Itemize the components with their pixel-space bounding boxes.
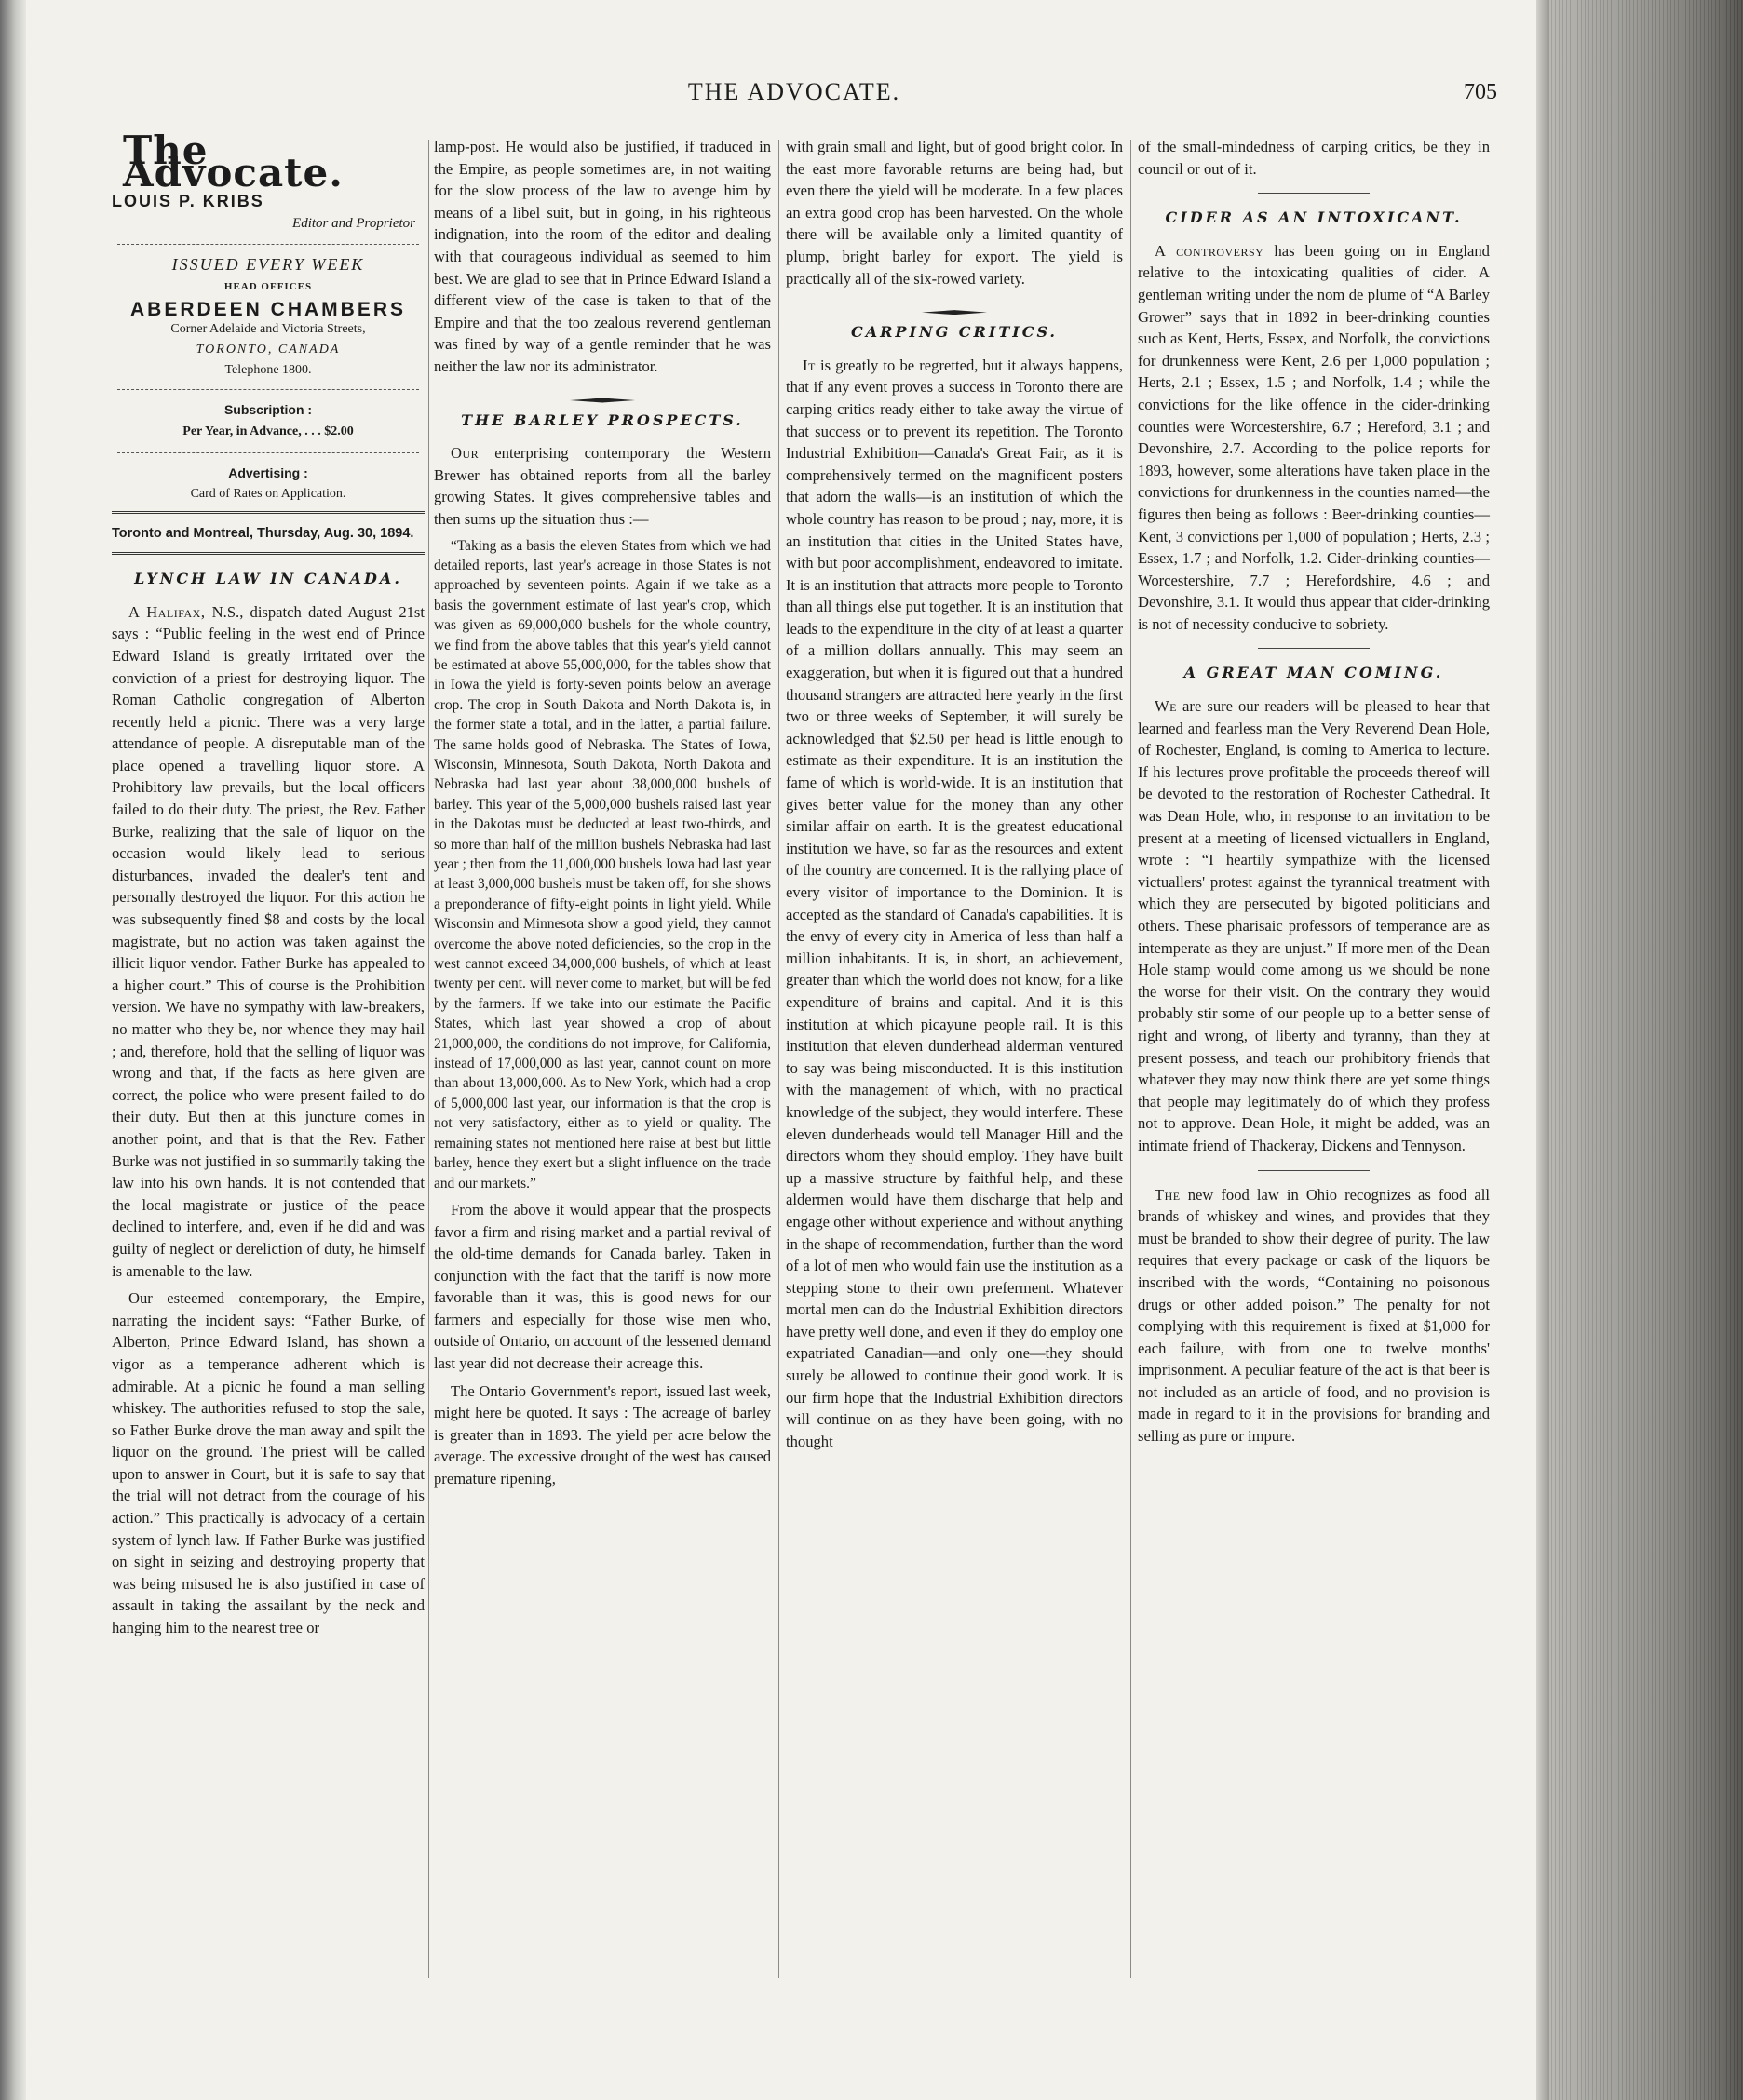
masthead-address: Corner Adelaide and Victoria Streets,	[170, 322, 366, 337]
masthead-rule	[117, 452, 419, 453]
masthead-double-rule	[112, 552, 425, 555]
column-rule	[1130, 140, 1131, 1978]
masthead-city: TORONTO, CANADA	[196, 343, 341, 357]
lead-word: A Halifax,	[128, 602, 206, 621]
page-number: 705	[1464, 80, 1497, 104]
column-3	[786, 136, 1123, 1458]
lynch-law-heading: LYNCH LAW IN CANADA.	[134, 570, 402, 588]
masthead-title: The Advocate.	[123, 128, 344, 195]
masthead-double-rule	[112, 511, 425, 514]
newspaper-page	[101, 73, 1497, 1981]
book-spine-edge	[1536, 0, 1743, 2100]
barley-continuation: with grain small and light, but of good bright color. In the east more favorable returns are being had, but even there the yield will be moderate. In a few places an extra good crop has been harvested. On the whole there will be available only a limited quantity of plump, bright barley for export. The yield is practically all of the six-rowed variety.	[786, 138, 1123, 288]
running-title: THE ADVOCATE.	[687, 78, 901, 105]
barley-paragraph-2: From the above it would appear that the prospects favor a firm and rising market and a partial revival of the old-time demands for Canada barley. Taken in conjunction with the fact that the tariff is now more favorable than it was, this is good news for our farmers and especially for those wise men who, outside of Ontario, on account of the lessened demand last year did not decrease their acreage this.	[434, 1200, 771, 1373]
masthead	[112, 128, 425, 555]
advertising-terms: Card of Rates on Application.	[190, 486, 346, 501]
section-ornament	[434, 387, 771, 397]
lead-word: The	[1155, 1185, 1181, 1204]
cider-heading: CIDER AS AN INTOXICANT.	[1165, 209, 1463, 227]
lynch-law-continuation: lamp-post. He would also be justified, if traduced in the Empire, as people sometimes are, in not waiting for the slow process of the law to avenge him by means of a libel suit, but in going, in his righteous indignation, into the room of the editor and dealing with that courageous individual as seemed to him best. We are glad to see that in Prince Edward Island a different view of the case is taken to that of the Empire and that the too zealous reverend gentleman was fined by way of a gentle reminder that he was neither the law nor its administrator.	[434, 138, 771, 375]
paragraph-text: has been going on in England relative to the intoxicating qualities of cider. A gentleman writing under the nom de plume of “A Barley Grower” says that in 1892 in beer-drinking counties such as Kent, Herts, Essex, and Norfolk, the convictions for drunkenness were Kent, 2.6 per 1,000 population ; Herts, 2.1 ; Essex, 1.5 ; and Norfolk, 1.4 ; while the convictions for the like offence in the cider-drinking counties were Worcestershire, 6.7 ; Hereford, 3.1 ; and Devonshire, 2.7. According to the police reports for 1893, however, some alterations have taken place in the convictions for drunkenness in the counties named—the figures then being as follows : Beer-drinking counties—Kent, 3 convictions per 1,000 of population ; Herts, 2.3 ; Essex, 1.7 ; and Norfolk, 1.2. Cider-drinking counties—Worcestershire, 7.7 ; Herefordshire, 4.6 ; and Devonshire, 3.1. It would thus appear that cider-drinking is not of necessity conducive to sobriety.	[1138, 241, 1490, 633]
lynch-law-paragraph-1	[112, 601, 425, 1282]
barley-paragraph-3: The Ontario Government's report, issued last week, might here be quoted. It says : The acreage of barley is greater than in 1893. The yield per acre below the average. The excessive drought of the west has caused premature ripening,	[434, 1381, 771, 1488]
cider-paragraph	[1138, 240, 1490, 636]
masthead-head-offices: HEAD OFFICES	[223, 280, 313, 292]
advertising-label: Advertising :	[228, 464, 308, 480]
masthead-issued: ISSUED EVERY WEEK	[171, 255, 365, 275]
great-man-heading: A GREAT MAN COMING.	[1183, 664, 1444, 682]
barley-paragraph-1	[434, 442, 771, 530]
paragraph-text: is greatly to be regretted, but it always happens, that if any event proves a success in Toronto there are carping critics ready either to take away the virtue of that success or to prevent its repetition. The Toronto Industrial Exhibition—Canada's Great Fair, as it is comprehensively termed on the magnificent posters that adorn the walls—is an institution of which the whole country has reason to be proud ; nay, more, it is an institution that cities in the United States have, with but poor accomplishment, endeavored to imitate. It is an institution that attracts more people to Toronto than all things else put together. It is an institution that leads to the expenditure in the city of at least a quarter of a million dollars annually. This may seem an exaggeration, but when it is figured out that a hundred thousand strangers are attracted here yearly in the first two or three weeks of September, it will surely be acknowledged that $2.50 per head is little enough to estimate as their expenditure. It is an institution the fame of which is world-wide. It is an institution that gives better value for the money than any other similar affair on earth. It is the greatest educational institution we have, so far as the resources and extent of the country are concerned. It is the rallying place of every visitor of importance to the Dominion. It is accepted as the standard of Canada's capabilities. It is the envy of every city in America of less than half a million inhabitants. It is, in short, an achievement, greater than which the world does not know, for a like expenditure of brains and capital. And it is this institution at which picayune people rail. It is this institution that eleven dunderhead alderman ventured to say was being misconducted. It is this institution with the management of which, with no practical knowledge of the subject, they would interfere. These eleven dunderheads would tell Manager Hill and the directors whom they should employ. They have built up a massive structure by faithful help, and these aldermen would have them discharge that help and engage other without experience and without anything in the shape of recommendation, further than the word of a lot of men who would fain use the institution as a stepping stone to their own preferment. Whatever mortal men can do the Industrial Exhibition directors have pretty well done, and even if they do employ one expatriated Canadian—and only one—they should surely be allowed to continue their good work. It is our firm hope that the Industrial Exhibition directors will continue on as they have been going, with no thought	[786, 356, 1123, 1450]
lead-word: We	[1155, 697, 1177, 716]
section-rule	[1258, 1170, 1370, 1171]
carping-critics-continuation: of the small-mindedness of carping critics, be they in council or out of it.	[1138, 138, 1490, 178]
masthead-rule	[117, 244, 419, 245]
carping-critics-heading: CARPING CRITICS.	[850, 323, 1058, 342]
column-4	[1138, 136, 1490, 1453]
subscription-label: Subscription :	[223, 401, 313, 417]
previous-page-edge	[0, 0, 26, 2100]
subscription-terms: Per Year, in Advance, . . . $2.00	[182, 424, 354, 439]
paragraph-text: enterprising contemporary the Western Brewer has obtained reports from all the barley growing States. It gives comprehensive tables and then sums up the situation thus :—	[434, 444, 771, 528]
spine-edge-highlight	[1536, 0, 1549, 2100]
masthead-editor-role: Editor and Proprietor	[292, 215, 415, 231]
section-rule	[1258, 648, 1370, 649]
paragraph-text: are sure our readers will be pleased to hear that learned and fearless man the Very Reverend Dean Hole, of Rochester, England, is coming to America to lecture. If his lectures prove profitable the proceeds thereof will be devoted to the restoration of Rochester Cathedral. It was Dean Hole, who, in response to an invitation to be present at a meeting of licensed victuallers in England, wrote : “I heartily sympathize with the licensed victuallers' protest against the tyrannical treatment with which they are persecuted by bigoted politicians and others. These pharisaic professors of temperance are as intemperate as they are unjust.” If more men of the Dean Hole stamp would come among us we should be none the worse for their visit. On the contrary they would probably stir some of our people up to a better sense of right and wrong, of liberty and tyranny, than they at present possess, and teach our prohibitory friends that whatever they may now think there are yet some things that people may legitimately do of which they profess not to approve. Dean Hole, it might be added, was an intimate friend of Thackeray, Dickens and Tennyson.	[1138, 697, 1490, 1154]
section-rule	[1258, 193, 1370, 194]
column-1	[112, 128, 425, 1645]
lead-word: Our	[451, 444, 480, 463]
masthead-chambers: ABERDEEN CHAMBERS	[129, 298, 407, 320]
issue-dateline: Toronto and Montreal, Thursday, Aug. 30, 1894.	[112, 525, 414, 541]
column-rule	[428, 140, 429, 1978]
paragraph-text: new food law in Ohio recognizes as food all brands of whiskey and wines, and provides that they must be branded to show their degree of purity. The law requires that every package or cask of the liquors be inscribed with the words, “Containing no poisonous drugs or other added poison.” The penalty for not complying with this requirement is fixed at $1,000 for each failure, with from one to twelve months' imprisonment. A peculiar feature of the act is that beer is not included as an article of food, and no provision is made in regard to it in the provisions for branding and selling as pure or impure.	[1138, 1185, 1490, 1446]
ohio-paragraph	[1138, 1184, 1490, 1447]
lynch-law-paragraph-2: Our esteemed contemporary, the Empire, narrating the incident says: “Father Burke, of Alberton, Prince Edward Island, has shown a vigor as a temperance adherent which is admirable. At a picnic he found a man selling whiskey. The authorities refused to stop the sale, so Father Burke drove the man away and spilt the liquor on the ground. The priest will be called upon to answer in Court, but it is safe to say that the trial will not detract from the courage of his action.” This practically is advocacy of a certain system of lynch law. If Father Burke was justified on sight in seizing and destroying property that was being misused he is also justified in case of assault in taking the assailant by the neck and hanging him to the nearest tree or	[112, 1289, 425, 1637]
section-ornament	[786, 299, 1123, 308]
carping-critics-paragraph	[786, 355, 1123, 1453]
masthead-telephone: Telephone 1800.	[224, 362, 312, 377]
lead-word: A controversy	[1155, 241, 1264, 260]
column-rule	[778, 140, 779, 1978]
barley-quotation: “Taking as a basis the eleven States from which we had detailed reports, last year's acreage in those States is not approached by seventeen points. Again if we take as a basis the government estimate of last year's crop, which was given as 69,000,000 bushels for the whole country, we find from the above tables that this year's yield cannot be estimated at above 55,000,000, for the tables show that in Iowa the yield is forty-seven points below an average crop. The crop in South Dakota and North Dakota is, in the former state a total, and in the latter, a partial failure. The same holds good of Nebraska. The States of Iowa, Wisconsin, Minnesota, South Dakota, North Dakota and Nebraska had last year about 38,000,000 bushels of barley. This year of the 5,000,000 bushels raised last year in the Dakotas must be deducted at least two-thirds, and so more than half of the million bushels Nebraska had last year ; then from the 11,000,000 bushels Iowa had last year at least 3,000,000 bushels must be taken off, for she shows a preponderance of fifty-eight points in light yield. While Wisconsin and Minnesota show a good yield, they cannot overcome the above noted deficiencies, so the crop in the west cannot exceed 34,000,000 bushels, of which at least twenty per cent. will never come to market, but will be fed by the farmers. If we take into our estimate the Pacific States, which last year showed a crop of about 21,000,000, the conditions do not improve, for California, instead of 17,000,000 as last year, cannot count on more than about 13,000,000. As to New York, which had a crop of 5,000,000 last year, our information is that the crop is not very satisfactory, either as to yield or quality. The remaining states not mentioned here raise at best but little barley, hence they exert but a slight influence on the trade and our markets.”	[434, 537, 771, 1191]
masthead-rule	[117, 389, 419, 390]
column-2	[434, 136, 771, 1496]
lead-word: It	[803, 356, 816, 374]
masthead-editor: LOUIS P. KRIBS	[112, 192, 264, 211]
great-man-paragraph	[1138, 695, 1490, 1156]
paragraph-text: N.S., dispatch dated August 21st says : “Public feeling in the west end of Prince Edward Island is greatly irritated over the conviction of a priest for destroying liquor. The Roman Catholic congregation of Alberton recently held a picnic. There was a very large attendance of people. A disreputable man of the place opened a travelling liquor store. A Prohibitory law prevails, but the local officers failed to do their duty. The priest, the Rev. Father Burke, realizing that the sale of liquor on the occasion would likely lead to serious disturbances, invaded the dealer's tent and personally destroyed the liquor. For this action he was subsequently fined $8 and costs by the local magistrate, but no action was taken against the illicit liquor vendor. Father Burke has appealed to a higher court.” This of course is the Prohibition version. We have no sympathy with law-breakers, no matter who they be, nor whence they may hail ; and, therefore, hold that the selling of liquor was wrong and that, if the facts as here given are correct, the police who were present failed to do their duty. But then at this juncture comes in another point, and that is that the Rev. Father Burke was not justified in so summarily taking the law into his own hands. It is not contended that the local magistrate or justice of the peace declined to interfere, and, even if he did and was guilty of neglect or dereliction of duty, he himself is amenable to the law.	[112, 602, 425, 1280]
barley-heading: THE BARLEY PROSPECTS.	[461, 411, 744, 429]
